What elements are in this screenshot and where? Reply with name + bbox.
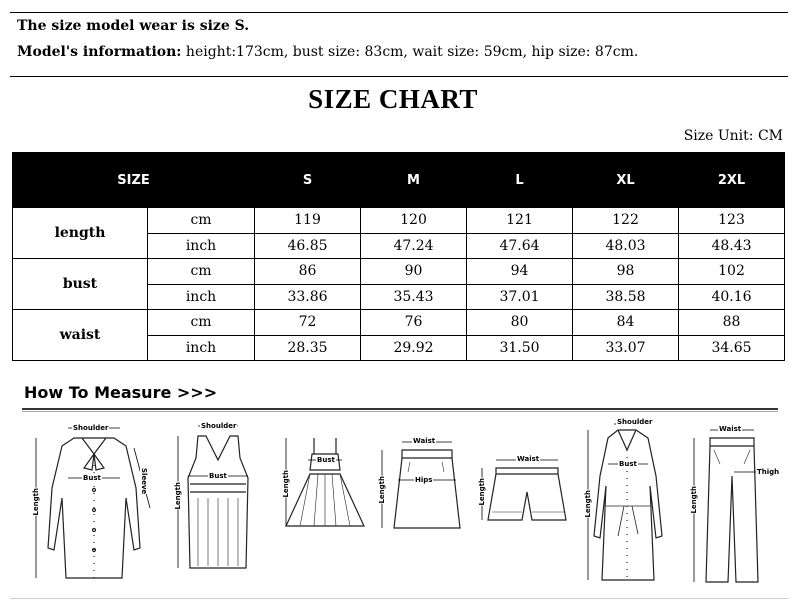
how-to-measure-rule-thin (22, 411, 778, 412)
size-unit: Size Unit: CM (683, 128, 783, 144)
value-cell: 76 (361, 310, 467, 336)
value-cell: 29.92 (361, 335, 467, 361)
table-header-row (13, 153, 785, 208)
value-cell: 86 (255, 259, 361, 285)
header-size-xl: XL (573, 153, 679, 208)
shoulder-label: Shoulder (73, 424, 109, 432)
header-size-label: SIZE (13, 153, 255, 208)
cami-dress-icon (280, 430, 370, 550)
trousers-diagram (684, 420, 784, 595)
length-label: Length (32, 488, 40, 516)
waist-label: Waist (719, 425, 742, 433)
measure-bust: bust (13, 259, 148, 310)
value-cell: 72 (255, 310, 361, 336)
value-cell: 94 (467, 259, 573, 285)
length-label: Length (378, 476, 386, 504)
coat-icon (578, 416, 678, 591)
value-cell: 123 (679, 208, 785, 234)
shoulder-label: Shoulder (617, 418, 653, 426)
sleeve-label: Sleeve (140, 468, 148, 495)
unit-cell: cm (148, 259, 255, 285)
shorts-diagram (476, 448, 576, 538)
header-size-m: M (361, 153, 467, 208)
bust-label: Bust (619, 460, 637, 468)
model-info-label: Model's information: (17, 44, 182, 60)
header-size-2xl: 2XL (679, 153, 785, 208)
value-cell: 122 (573, 208, 679, 234)
length-label: Length (690, 486, 698, 514)
table-row (13, 208, 785, 234)
vest-icon (168, 418, 268, 588)
value-cell: 38.58 (573, 284, 679, 310)
value-cell: 98 (573, 259, 679, 285)
header-size-s: S (255, 153, 361, 208)
length-label: Length (584, 490, 592, 518)
value-cell: 80 (467, 310, 573, 336)
value-cell: 46.85 (255, 233, 361, 259)
value-cell: 34.65 (679, 335, 785, 361)
table-row (13, 310, 785, 336)
model-size-note: The size model wear is size S. (17, 18, 250, 34)
unit-cell: inch (148, 335, 255, 361)
skirt-icon (372, 432, 472, 542)
value-cell: 35.43 (361, 284, 467, 310)
info-rule (10, 76, 788, 77)
waist-label: Waist (517, 455, 540, 463)
page-title: SIZE CHART (308, 84, 478, 114)
value-cell: 33.07 (573, 335, 679, 361)
blouse-diagram (22, 418, 162, 588)
model-information (17, 44, 638, 60)
cami-dress-diagram (280, 430, 370, 550)
bust-label: Bust (209, 472, 227, 480)
value-cell: 121 (467, 208, 573, 234)
unit-cell: cm (148, 310, 255, 336)
bust-label: Bust (83, 474, 101, 482)
length-label: Length (282, 470, 290, 498)
value-cell: 84 (573, 310, 679, 336)
thigh-label: Thigh (757, 468, 780, 476)
value-cell: 48.03 (573, 233, 679, 259)
value-cell: 88 (679, 310, 785, 336)
top-rule (10, 12, 788, 13)
length-label: Length (478, 478, 486, 506)
value-cell: 102 (679, 259, 785, 285)
header-size-l: L (467, 153, 573, 208)
trousers-icon (684, 420, 784, 595)
skirt-diagram (372, 432, 472, 542)
value-cell: 47.64 (467, 233, 573, 259)
value-cell: 48.43 (679, 233, 785, 259)
value-cell: 31.50 (467, 335, 573, 361)
how-to-measure-rule (22, 408, 778, 410)
value-cell: 37.01 (467, 284, 573, 310)
unit-cell: inch (148, 233, 255, 259)
value-cell: 47.24 (361, 233, 467, 259)
measure-length: length (13, 208, 148, 259)
value-cell: 90 (361, 259, 467, 285)
shoulder-label: Shoulder (201, 422, 237, 430)
how-to-measure-title: How To Measure >>> (24, 383, 218, 402)
bust-label: Bust (317, 456, 335, 464)
value-cell: 120 (361, 208, 467, 234)
value-cell: 28.35 (255, 335, 361, 361)
blouse-icon (22, 418, 162, 588)
value-cell: 40.16 (679, 284, 785, 310)
value-cell: 33.86 (255, 284, 361, 310)
unit-cell: inch (148, 284, 255, 310)
coat-diagram (578, 416, 678, 591)
value-cell: 119 (255, 208, 361, 234)
size-chart-table (12, 152, 785, 361)
length-label: Length (174, 482, 182, 510)
unit-cell: cm (148, 208, 255, 234)
model-info-value: height:173cm, bust size: 83cm, wait size: 59cm, hip size: 87cm. (181, 44, 639, 60)
waist-label: Waist (413, 437, 436, 445)
measure-waist: waist (13, 310, 148, 361)
table-row (13, 259, 785, 285)
vest-diagram (168, 418, 268, 588)
hips-label: Hips (415, 476, 433, 484)
